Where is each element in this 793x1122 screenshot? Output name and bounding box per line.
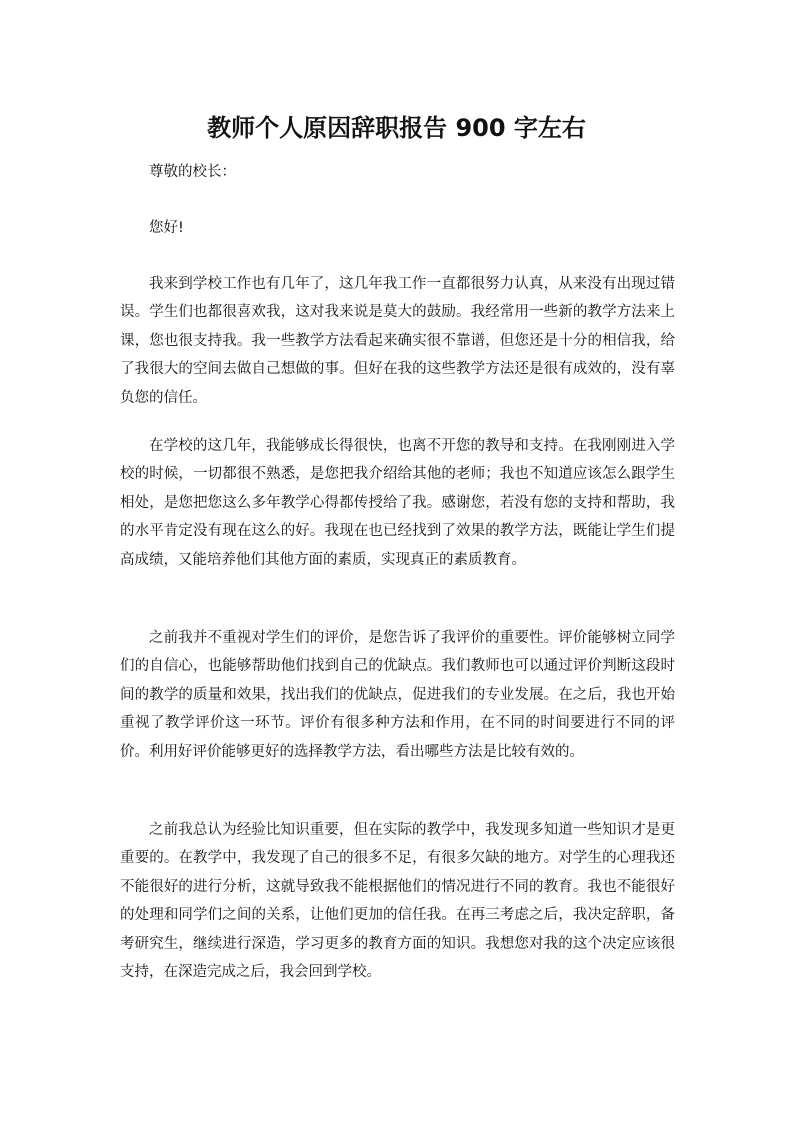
body-paragraph-3: 之前我并不重视对学生们的评价，是您告诉了我评价的重要性。评价能够树立同学们的自信心，也能够帮助他们找到自己的优缺点。我们教师也可以通过评价判断这段时间的教学的质量和效果，找出我们的优缺点，促进我们的专业发展。在之后，我也开始重视了教学评价这一环节。评价有很多种方法和作用，在不同的时间要进行不同的评价。利用好评价能够更好的选择教学方法，看出哪些方法是比较有效的。: [120, 630, 675, 760]
body-paragraph-2: 在学校的这几年，我能够成长得很快，也离不开您的教导和支持。在我刚刚进入学校的时候，一切都很不熟悉，是您把我介绍给其他的老师；我也不知道应该怎么跟学生相处，是您把您这么多年教学心得都传授给了我。感谢您，若没有您的支持和帮助，我的水平肯定没有现在这么的好。我现在也已经找到了效果的教学方法，既能让学生们提高成绩，又能培养他们其他方面的素质，实现真正的素质教育。: [120, 438, 675, 568]
greeting: 您好!: [149, 220, 184, 236]
body-paragraph-1: 我来到学校工作也有几年了，这几年我工作一直都很努力认真，从来没有出现过错误。学生们也都很喜欢我，这对我来说是莫大的鼓励。我经常用一些新的教学方法来上课，您也很支持我。我一些教学方法看起来确实很不靠谱，但您还是十分的相信我，给了我很大的空间去做自己想做的事。但好在我的这些教学方法还是很有成效的，没有辜负您的信任。: [120, 276, 675, 406]
body-paragraph-4: 之前我总认为经验比知识重要，但在实际的教学中，我发现多知道一些知识才是更重要的。在教学中，我发现了自己的很多不足，有很多欠缺的地方。对学生的心理我还不能很好的进行分析，这就导致我不能根据他们的情况进行不同的教育。我也不能很好的处理和同学们之间的关系，让他们更加的信任我。在再三考虑之后，我决定辞职，备考研究生，继续进行深造，学习更多的教育方面的知识。我想您对我的这个决定应该很支持，在深造完成之后，我会回到学校。: [120, 822, 675, 981]
document-title: 教师个人原因辞职报告 900 字左右: [207, 114, 586, 142]
salutation: 尊敬的校长：: [149, 164, 236, 180]
